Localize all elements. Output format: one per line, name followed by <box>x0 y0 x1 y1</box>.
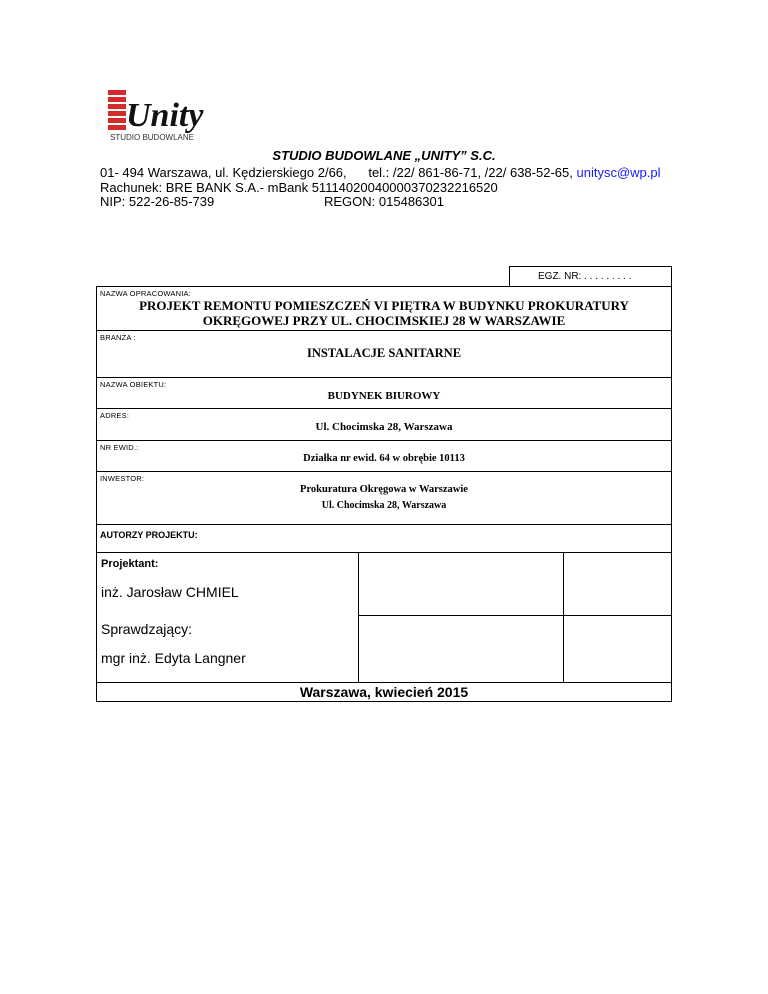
address-value: Ul. Chocimska 28, Warszawa <box>315 421 453 433</box>
plot-number-label: NR EWID.: <box>100 443 139 452</box>
logo-text: Unity <box>126 97 204 134</box>
branch-section <box>96 330 672 377</box>
brick-icon <box>108 90 126 130</box>
address-label: ADRES: <box>100 411 130 420</box>
company-email-link[interactable]: unitysc@wp.pl <box>576 165 661 180</box>
company-name: STUDIO BUDOWLANE „UNITY” S.C. <box>272 148 496 163</box>
address-section <box>96 408 672 440</box>
investor-value: Prokuratura Okręgowa w Warszawie <box>300 484 468 495</box>
branch-label: BRANŻA : <box>100 333 136 342</box>
authors-header-section <box>96 524 672 552</box>
checker-label: Sprawdzający: <box>101 621 193 637</box>
branch-value: INSTALACJE SANITARNE <box>306 346 462 360</box>
investor-label: INWESTOR: <box>100 474 145 483</box>
place-date-footer: Warszawa, kwiecień 2015 <box>96 682 672 702</box>
logo-subtitle: STUDIO BUDOWLANE <box>110 133 195 142</box>
company-ids <box>100 194 444 209</box>
company-address-line <box>100 165 661 180</box>
company-address: 01- 494 Warszawa, ul. Kędzierskiego 2/66, <box>100 165 347 180</box>
company-nip: NIP: 522-26-85-739 <box>100 194 215 209</box>
object-name-value: BUDYNEK BIUROWY <box>327 390 441 402</box>
plot-number-section <box>96 440 672 471</box>
object-name-label: NAZWA OBIEKTU: <box>100 380 167 389</box>
plot-number-value: Działka nr ewid. 64 w obrębie 10113 <box>303 453 465 464</box>
column-divider <box>563 553 564 682</box>
company-regon: REGON: 015486301 <box>324 194 444 209</box>
designer-name: inż. Jarosław CHMIEL <box>101 584 239 600</box>
column-divider <box>358 553 359 682</box>
investor-section <box>96 471 672 524</box>
unity-logo <box>100 88 240 144</box>
checker-name: mgr inż. Edyta Langner <box>101 650 246 666</box>
authors-label: AUTORZY PROJEKTU: <box>100 530 198 540</box>
company-account: Rachunek: BRE BANK S.A.- mBank 51114020040000370232216520 <box>100 180 498 195</box>
designer-label: Projektant: <box>101 558 159 570</box>
authors-table <box>96 552 672 682</box>
company-phone: tel.: /22/ 861-86-71, /22/ 638-52-65, <box>368 165 573 180</box>
row-divider <box>358 615 671 616</box>
object-name-section <box>96 377 672 408</box>
project-name-line1: PROJEKT REMONTU POMIESZCZEŃ VI PIĘTRA W BUDYNKU PROKURATURY <box>139 298 629 313</box>
project-name-label: NAZWA OPRACOWANIA: <box>100 289 191 298</box>
project-name-section <box>96 286 672 330</box>
investor-address: Ul. Chocimska 28, Warszawa <box>321 500 447 511</box>
project-name-line2: OKRĘGOWEJ PRZY UL. CHOCIMSKIEJ 28 W WARSZAWIE <box>202 313 566 328</box>
copy-number-box: EGZ. NR: . . . . . . . . . <box>509 266 672 286</box>
